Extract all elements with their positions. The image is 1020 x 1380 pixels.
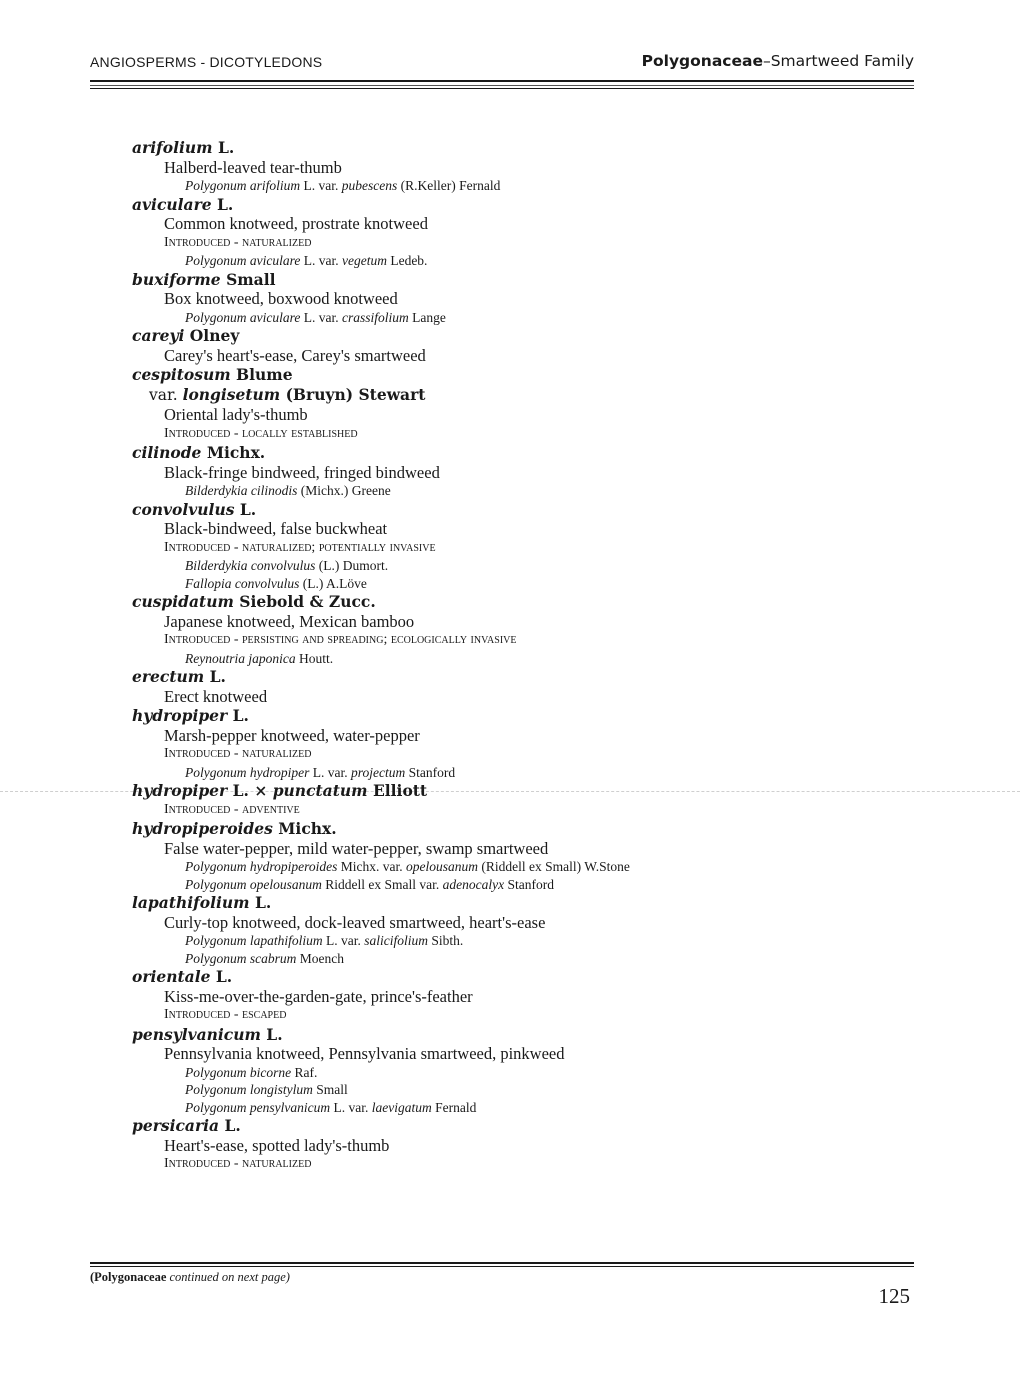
- synonym: [132, 575, 892, 593]
- species-author: Siebold & Zucc.: [233, 592, 376, 611]
- species-list: [132, 138, 892, 1174]
- synonym-author: (L.) Dumort.: [315, 558, 389, 573]
- species-name: [132, 138, 892, 158]
- species-entry: [132, 819, 892, 893]
- species-author: L.: [227, 706, 249, 725]
- synonym: [132, 950, 892, 968]
- synonym-variety: opelousanum: [402, 859, 478, 874]
- common-name: Common knotweed, prostrate knotweed: [164, 214, 428, 233]
- species-epithet: careyi: [132, 326, 185, 345]
- synonym-name: Polygonum lapathifolium: [185, 933, 323, 948]
- species-entry: [132, 967, 892, 1025]
- synonym-author: Michx. var.: [337, 859, 403, 874]
- synonym: [132, 1081, 892, 1099]
- synonym-author: Fernald: [431, 1099, 477, 1115]
- species-epithet: arifolium: [132, 138, 213, 157]
- species-name: [132, 706, 892, 726]
- species-entry: [132, 270, 892, 327]
- synonym-name: Fallopia convolvulus: [185, 575, 300, 591]
- species-entry: [132, 592, 892, 667]
- synonym-name: Reynoutria japonica: [185, 650, 296, 666]
- running-header: [90, 52, 914, 76]
- species-entry: [132, 326, 892, 365]
- header-family-common: –Smartweed Family: [762, 52, 914, 70]
- species-epithet: buxiforme: [132, 269, 221, 289]
- common-name: Curly-top knotweed, dock-leaved smartweed, heart's-ease: [164, 912, 546, 932]
- species-name: [132, 385, 892, 406]
- species-epithet: lapathifolium: [132, 893, 250, 912]
- common-name: Oriental lady's-thumb: [164, 405, 308, 424]
- species-author: L.: [210, 967, 233, 986]
- species-author: Elliott: [367, 781, 428, 800]
- species-entry: [132, 781, 892, 819]
- synonym-name: Bilderdykia cilinodis: [185, 483, 298, 498]
- continued-note-text: continued on next page): [169, 1270, 290, 1284]
- hybrid-cross: ×: [248, 781, 273, 800]
- species-epithet: orientale: [132, 967, 211, 986]
- common-name: Black-fringe bindweed, fringed bindweed: [164, 462, 440, 482]
- synonym: [132, 482, 892, 500]
- species-epithet: longisetum: [182, 384, 281, 404]
- species-author: L.: [260, 1024, 283, 1044]
- species-entry: [132, 1025, 892, 1117]
- status-note: Introduced - escaped: [164, 1007, 287, 1022]
- species-entry: [132, 500, 892, 593]
- synonym: [132, 1099, 892, 1117]
- synonym-name: Polygonum aviculare: [185, 253, 301, 268]
- synonym-variety: adenocalyx: [439, 876, 505, 892]
- synonym-author: Small: [312, 1082, 348, 1097]
- species-name: [132, 365, 892, 385]
- header-section-title: ANGIOSPERMS - DICOTYLEDONS: [90, 54, 323, 70]
- common-name: False water-pepper, mild water-pepper, swamp smartweed: [164, 838, 549, 858]
- common-name: Heart's-ease, spotted lady's-thumb: [164, 1135, 390, 1155]
- synonym-name: Polygonum scabrum: [185, 950, 297, 966]
- status-note: Introduced - naturalized; potentially invasive: [164, 539, 436, 555]
- species-epithet: hydropiper: [132, 706, 228, 725]
- species-name: [132, 500, 892, 520]
- status-note: Introduced - naturalized: [164, 1156, 312, 1171]
- synonym-author: (Riddell ex Small) W.Stone: [477, 859, 630, 874]
- status-note: Introduced - persisting and spreading; ecologically invasive: [164, 632, 517, 647]
- common-name: Japanese knotweed, Mexican bamboo: [164, 611, 415, 631]
- synonym-author: L. var.: [309, 764, 348, 780]
- species-author: L.: [234, 499, 257, 519]
- synonym-author: Lange: [408, 309, 446, 325]
- species-author: L.: [204, 667, 226, 686]
- synonym-name: Polygonum opelousanum: [185, 876, 322, 892]
- species-name: [132, 781, 892, 801]
- synonym: [132, 557, 892, 575]
- species-entry: [132, 138, 892, 195]
- species-name: [132, 326, 892, 346]
- synonym-name: Bilderdykia convolvulus: [185, 558, 316, 573]
- species-author: L.: [219, 1116, 241, 1135]
- synonym-name: Polygonum bicorne: [185, 1064, 292, 1080]
- synonym: [132, 309, 892, 327]
- page-number: 125: [878, 1284, 910, 1308]
- header-rule: [90, 80, 914, 89]
- synonym-name: Polygonum aviculare: [185, 309, 301, 325]
- synonym-author: Riddell ex Small var.: [321, 876, 440, 892]
- common-name: Carey's heart's-ease, Carey's smartweed: [164, 345, 426, 365]
- footer-rule: [90, 1262, 914, 1267]
- species-epithet: cilinode: [132, 443, 202, 462]
- synonym-variety: pubescens: [338, 178, 398, 193]
- species-author: L.: [227, 781, 249, 800]
- common-name: Kiss-me-over-the-garden-gate, prince's-feather: [164, 986, 473, 1006]
- species-entry: [132, 443, 892, 500]
- synonym: [132, 764, 892, 782]
- species-epithet: convolvulus: [132, 499, 235, 519]
- species-epithet: aviculare: [132, 194, 212, 214]
- species-epithet: persicaria: [132, 1116, 220, 1135]
- species-epithet: punctatum: [272, 781, 368, 800]
- synonym-name: Polygonum hydropiper: [185, 764, 310, 780]
- species-entry: [132, 893, 892, 967]
- synonym-name: Polygonum hydropiperoides: [185, 859, 338, 874]
- species-author: Olney: [184, 326, 240, 345]
- species-author: L.: [212, 138, 235, 157]
- common-name: Marsh-pepper knotweed, water-pepper: [164, 725, 420, 745]
- rank-prefix: var.: [149, 385, 183, 404]
- synonym-author: L. var.: [330, 1099, 369, 1115]
- synonym: [132, 858, 892, 876]
- species-name: [132, 270, 892, 290]
- synonym-author: L. var.: [300, 309, 339, 325]
- species-name: [132, 893, 892, 913]
- species-author: (Bruyn) Stewart: [280, 384, 426, 404]
- species-entry: [132, 365, 892, 385]
- synonym-author: (Michx.) Greene: [297, 483, 391, 498]
- synonym-author: (L.) A.Löve: [299, 575, 367, 591]
- synonym-variety: laevigatum: [368, 1099, 432, 1115]
- synonym: [132, 177, 892, 195]
- species-author: Michx.: [201, 443, 266, 462]
- synonym-name: Polygonum pensylvanicum: [185, 1099, 331, 1115]
- species-name: [132, 1116, 892, 1136]
- synonym-variety: salicifolium: [360, 933, 428, 948]
- species-name: [132, 195, 892, 215]
- common-name: Box knotweed, boxwood knotweed: [164, 289, 398, 308]
- species-epithet: hydropiperoides: [132, 819, 273, 838]
- synonym: [132, 876, 892, 894]
- species-name: [132, 443, 892, 463]
- status-note: Introduced - naturalized: [164, 746, 312, 761]
- synonym-variety: crassifolium: [338, 309, 409, 325]
- synonym: [132, 650, 892, 668]
- species-epithet: hydropiper: [132, 781, 228, 800]
- synonym: [132, 1064, 892, 1082]
- species-epithet: pensylvanicum: [132, 1024, 261, 1044]
- synonym-author: Moench: [296, 950, 344, 966]
- synonym-author: Stanford: [405, 764, 456, 780]
- synonym-author: (R.Keller) Fernald: [397, 178, 501, 193]
- synonym-author: Ledeb.: [386, 253, 428, 268]
- species-entry: [132, 706, 892, 781]
- species-entry: [132, 667, 892, 706]
- continued-note: [90, 1270, 290, 1285]
- status-note: Introduced - naturalized: [164, 234, 312, 250]
- species-epithet: erectum: [132, 667, 205, 686]
- species-author: Michx.: [272, 819, 337, 838]
- synonym-name: Polygonum arifolium: [185, 178, 301, 193]
- species-author: Small: [220, 269, 276, 289]
- synonym-author: Raf.: [291, 1064, 318, 1080]
- synonym: [132, 932, 892, 950]
- header-family-title: [642, 52, 914, 70]
- species-name: [132, 967, 892, 987]
- common-name: Halberd-leaved tear-thumb: [164, 157, 342, 177]
- species-entry: [132, 195, 892, 270]
- common-name: Pennsylvania knotweed, Pennsylvania smartweed, pinkweed: [164, 1044, 565, 1063]
- species-author: L.: [249, 893, 272, 912]
- species-name: [132, 819, 892, 839]
- species-epithet: cespitosum: [132, 365, 231, 384]
- synonym-author: Houtt.: [295, 650, 334, 666]
- species-epithet: cuspidatum: [132, 592, 234, 611]
- species-name: [132, 592, 892, 612]
- status-note: Introduced - adventive: [164, 801, 300, 817]
- species-author: Blume: [230, 365, 293, 384]
- status-note: Introduced - locally established: [164, 425, 358, 441]
- species-entry: [132, 385, 892, 444]
- synonym-variety: projectum: [347, 764, 406, 780]
- synonym-author: L. var.: [300, 253, 339, 268]
- continued-note-family: (Polygonaceae: [90, 1270, 167, 1284]
- synonym-author: L. var.: [322, 933, 361, 948]
- species-author: L.: [211, 194, 234, 214]
- species-name: [132, 667, 892, 687]
- synonym-variety: vegetum: [338, 253, 387, 268]
- header-family-name: Polygonaceae: [641, 52, 763, 70]
- synonym-author: Stanford: [504, 876, 554, 892]
- synonym-author: Sibth.: [428, 933, 464, 948]
- species-entry: [132, 1116, 892, 1174]
- synonym-name: Polygonum longistylum: [185, 1082, 313, 1097]
- common-name: Black-bindweed, false buckwheat: [164, 519, 388, 538]
- species-name: [132, 1025, 892, 1045]
- synonym-author: L. var.: [300, 178, 339, 193]
- common-name: Erect knotweed: [164, 686, 268, 706]
- synonym: [132, 252, 892, 270]
